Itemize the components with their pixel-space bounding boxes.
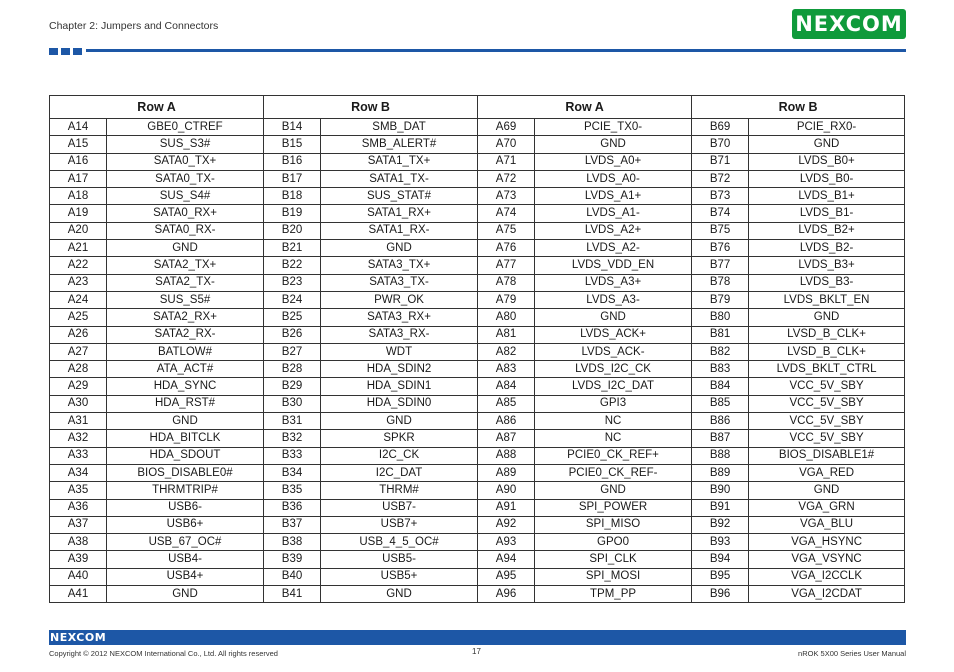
header-rule — [86, 49, 906, 52]
pin-number-cell: B90 — [692, 482, 749, 499]
signal-name-cell: SMB_DAT — [321, 119, 478, 136]
pin-number-cell: B91 — [692, 499, 749, 516]
table-row — [50, 361, 905, 378]
signal-name-cell: SUS_S5# — [107, 291, 264, 308]
signal-name-cell: LVDS_A3- — [535, 291, 692, 308]
signal-name-cell: SATA0_TX- — [107, 170, 264, 187]
pin-number-cell: B93 — [692, 534, 749, 551]
pin-number-cell: A74 — [478, 205, 535, 222]
signal-name-cell: LVDS_VDD_EN — [535, 257, 692, 274]
pin-number-cell: B38 — [264, 534, 321, 551]
signal-name-cell: LVDS_ACK+ — [535, 326, 692, 343]
pin-number-cell: B32 — [264, 430, 321, 447]
footer-logo — [50, 630, 106, 645]
pin-number-cell: A80 — [478, 309, 535, 326]
signal-name-cell: VGA_VSYNC — [749, 551, 905, 568]
table-row — [50, 378, 905, 395]
pin-number-cell: A17 — [50, 170, 107, 187]
table-row — [50, 482, 905, 499]
pin-number-cell: B39 — [264, 551, 321, 568]
header-row-a: Row A — [478, 96, 692, 119]
pin-number-cell: B41 — [264, 586, 321, 603]
nexcom-logo — [792, 9, 906, 39]
signal-name-cell: LVDS_BKLT_CTRL — [749, 361, 905, 378]
signal-name-cell: ATA_ACT# — [107, 361, 264, 378]
pin-number-cell: A29 — [50, 378, 107, 395]
signal-name-cell: LVDS_B3+ — [749, 257, 905, 274]
pin-table-body — [50, 119, 905, 603]
square-decor — [49, 48, 58, 55]
signal-name-cell: LVDS_B3- — [749, 274, 905, 291]
signal-name-cell: LVDS_B0- — [749, 170, 905, 187]
pin-number-cell: A88 — [478, 447, 535, 464]
signal-name-cell: USB_4_5_OC# — [321, 534, 478, 551]
pin-number-cell: B80 — [692, 309, 749, 326]
pin-number-cell: B22 — [264, 257, 321, 274]
pin-number-cell: A26 — [50, 326, 107, 343]
signal-name-cell: LVDS_B1+ — [749, 188, 905, 205]
pin-number-cell: A96 — [478, 586, 535, 603]
pin-number-cell: A90 — [478, 482, 535, 499]
signal-name-cell: HDA_SDOUT — [107, 447, 264, 464]
pin-number-cell: B81 — [692, 326, 749, 343]
signal-name-cell: SATA0_RX- — [107, 222, 264, 239]
header-squares — [49, 48, 82, 55]
table-row — [50, 534, 905, 551]
table-row — [50, 499, 905, 516]
pin-number-cell: A33 — [50, 447, 107, 464]
signal-name-cell: LVDS_ACK- — [535, 343, 692, 360]
table-row — [50, 430, 905, 447]
signal-name-cell: SATA3_TX+ — [321, 257, 478, 274]
copyright-text: Copyright © 2012 NEXCOM International Co., Ltd. All rights reserved — [49, 649, 278, 658]
pin-number-cell: A20 — [50, 222, 107, 239]
signal-name-cell: VGA_I2CCLK — [749, 568, 905, 585]
square-decor — [73, 48, 82, 55]
pin-number-cell: A22 — [50, 257, 107, 274]
signal-name-cell: VGA_HSYNC — [749, 534, 905, 551]
signal-name-cell: PCIE0_CK_REF+ — [535, 447, 692, 464]
signal-name-cell: VCC_5V_SBY — [749, 430, 905, 447]
pin-number-cell: B40 — [264, 568, 321, 585]
signal-name-cell: GND — [321, 413, 478, 430]
table-row — [50, 464, 905, 481]
pin-number-cell: B87 — [692, 430, 749, 447]
signal-name-cell: GND — [749, 309, 905, 326]
page-number: 17 — [472, 647, 481, 656]
pin-number-cell: A39 — [50, 551, 107, 568]
signal-name-cell: LVDS_A3+ — [535, 274, 692, 291]
signal-name-cell: LVDS_A2+ — [535, 222, 692, 239]
pin-number-cell: B76 — [692, 240, 749, 257]
pin-number-cell: A37 — [50, 516, 107, 533]
pin-number-cell: A35 — [50, 482, 107, 499]
pin-number-cell: B29 — [264, 378, 321, 395]
pin-number-cell: B37 — [264, 516, 321, 533]
signal-name-cell: USB6+ — [107, 516, 264, 533]
signal-name-cell: I2C_DAT — [321, 464, 478, 481]
signal-name-cell: LVSD_B_CLK+ — [749, 343, 905, 360]
table-row — [50, 568, 905, 585]
signal-name-cell: HDA_BITCLK — [107, 430, 264, 447]
pin-number-cell: A15 — [50, 136, 107, 153]
signal-name-cell: VGA_GRN — [749, 499, 905, 516]
pin-number-cell: B92 — [692, 516, 749, 533]
signal-name-cell: USB5- — [321, 551, 478, 568]
signal-name-cell: SATA3_RX+ — [321, 309, 478, 326]
signal-name-cell: SATA3_RX- — [321, 326, 478, 343]
pin-number-cell: B36 — [264, 499, 321, 516]
signal-name-cell: SATA0_RX+ — [107, 205, 264, 222]
pin-number-cell: B79 — [692, 291, 749, 308]
table-row — [50, 291, 905, 308]
pin-number-cell: B28 — [264, 361, 321, 378]
table-row — [50, 343, 905, 360]
pin-number-cell: B25 — [264, 309, 321, 326]
signal-name-cell: GPI3 — [535, 395, 692, 412]
footer-bar — [49, 630, 906, 645]
pin-number-cell: A16 — [50, 153, 107, 170]
signal-name-cell: VGA_RED — [749, 464, 905, 481]
pin-number-cell: A32 — [50, 430, 107, 447]
chapter-title: Chapter 2: Jumpers and Connectors — [49, 20, 219, 32]
pin-number-cell: A71 — [478, 153, 535, 170]
table-row — [50, 170, 905, 187]
table-row — [50, 188, 905, 205]
signal-name-cell: GPO0 — [535, 534, 692, 551]
pin-number-cell: B33 — [264, 447, 321, 464]
signal-name-cell: LVDS_A1+ — [535, 188, 692, 205]
pin-number-cell: A93 — [478, 534, 535, 551]
signal-name-cell: LVDS_B2+ — [749, 222, 905, 239]
table-row — [50, 447, 905, 464]
pin-number-cell: B82 — [692, 343, 749, 360]
signal-name-cell: USB4- — [107, 551, 264, 568]
pin-number-cell: B86 — [692, 413, 749, 430]
signal-name-cell: USB7+ — [321, 516, 478, 533]
signal-name-cell: VCC_5V_SBY — [749, 413, 905, 430]
pin-number-cell: B83 — [692, 361, 749, 378]
logo-text: NEXCOM — [795, 12, 903, 36]
pin-number-cell: B30 — [264, 395, 321, 412]
pin-number-cell: B69 — [692, 119, 749, 136]
pin-number-cell: A69 — [478, 119, 535, 136]
pin-number-cell: B20 — [264, 222, 321, 239]
pin-number-cell: A19 — [50, 205, 107, 222]
table-row — [50, 551, 905, 568]
signal-name-cell: VCC_5V_SBY — [749, 395, 905, 412]
pin-number-cell: B16 — [264, 153, 321, 170]
pin-number-cell: B74 — [692, 205, 749, 222]
pin-number-cell: B85 — [692, 395, 749, 412]
signal-name-cell: GND — [107, 240, 264, 257]
pin-number-cell: A75 — [478, 222, 535, 239]
signal-name-cell: SATA2_RX+ — [107, 309, 264, 326]
signal-name-cell: PCIE_RX0- — [749, 119, 905, 136]
table-row — [50, 257, 905, 274]
pin-number-cell: A41 — [50, 586, 107, 603]
pin-number-cell: A89 — [478, 464, 535, 481]
pin-number-cell: A70 — [478, 136, 535, 153]
header-row-b: Row B — [692, 96, 905, 119]
signal-name-cell: LVDS_I2C_CK — [535, 361, 692, 378]
pin-number-cell: A25 — [50, 309, 107, 326]
signal-name-cell: SUS_STAT# — [321, 188, 478, 205]
pin-number-cell: B23 — [264, 274, 321, 291]
signal-name-cell: PCIE_TX0- — [535, 119, 692, 136]
pin-number-cell: A27 — [50, 343, 107, 360]
signal-name-cell: GND — [535, 136, 692, 153]
signal-name-cell: NC — [535, 413, 692, 430]
header-row-b: Row B — [264, 96, 478, 119]
pin-number-cell: A21 — [50, 240, 107, 257]
pin-number-cell: A18 — [50, 188, 107, 205]
signal-name-cell: LVDS_B2- — [749, 240, 905, 257]
signal-name-cell: THRMTRIP# — [107, 482, 264, 499]
signal-name-cell: LVDS_B0+ — [749, 153, 905, 170]
table-row — [50, 586, 905, 603]
pin-number-cell: B34 — [264, 464, 321, 481]
pin-number-cell: B18 — [264, 188, 321, 205]
pin-number-cell: B96 — [692, 586, 749, 603]
signal-name-cell: SATA0_TX+ — [107, 153, 264, 170]
pin-number-cell: A72 — [478, 170, 535, 187]
signal-name-cell: BATLOW# — [107, 343, 264, 360]
signal-name-cell: SATA3_TX- — [321, 274, 478, 291]
table-row — [50, 205, 905, 222]
table-row — [50, 413, 905, 430]
table-row — [50, 136, 905, 153]
pin-number-cell: B19 — [264, 205, 321, 222]
signal-name-cell: TPM_PP — [535, 586, 692, 603]
pin-number-cell: A94 — [478, 551, 535, 568]
manual-title: nROK 5X00 Series User Manual — [798, 649, 906, 658]
signal-name-cell: USB_67_OC# — [107, 534, 264, 551]
signal-name-cell: SUS_S4# — [107, 188, 264, 205]
pin-number-cell: B78 — [692, 274, 749, 291]
pin-number-cell: A83 — [478, 361, 535, 378]
pin-number-cell: A95 — [478, 568, 535, 585]
signal-name-cell: GND — [749, 136, 905, 153]
pin-number-cell: A30 — [50, 395, 107, 412]
pin-number-cell: A36 — [50, 499, 107, 516]
pin-number-cell: A82 — [478, 343, 535, 360]
signal-name-cell: SATA2_TX- — [107, 274, 264, 291]
pin-number-cell: B77 — [692, 257, 749, 274]
signal-name-cell: THRM# — [321, 482, 478, 499]
footer-logo-text: NEXCOM — [50, 631, 107, 644]
signal-name-cell: LVDS_B1- — [749, 205, 905, 222]
pin-number-cell: A40 — [50, 568, 107, 585]
pin-number-cell: B72 — [692, 170, 749, 187]
pin-number-cell: A78 — [478, 274, 535, 291]
signal-name-cell: HDA_SDIN2 — [321, 361, 478, 378]
signal-name-cell: HDA_RST# — [107, 395, 264, 412]
pin-number-cell: B21 — [264, 240, 321, 257]
pin-number-cell: A24 — [50, 291, 107, 308]
signal-name-cell: LVDS_I2C_DAT — [535, 378, 692, 395]
signal-name-cell: SATA2_TX+ — [107, 257, 264, 274]
pin-number-cell: B14 — [264, 119, 321, 136]
pin-number-cell: B84 — [692, 378, 749, 395]
signal-name-cell: VGA_I2CDAT — [749, 586, 905, 603]
signal-name-cell: LVSD_B_CLK+ — [749, 326, 905, 343]
signal-name-cell: VGA_BLU — [749, 516, 905, 533]
table-row — [50, 240, 905, 257]
table-header-row — [50, 96, 905, 119]
signal-name-cell: GND — [535, 482, 692, 499]
pin-number-cell: B75 — [692, 222, 749, 239]
signal-name-cell: HDA_SYNC — [107, 378, 264, 395]
pin-number-cell: A77 — [478, 257, 535, 274]
pin-number-cell: A86 — [478, 413, 535, 430]
pin-number-cell: A79 — [478, 291, 535, 308]
signal-name-cell: SATA1_TX- — [321, 170, 478, 187]
table-row — [50, 222, 905, 239]
signal-name-cell: NC — [535, 430, 692, 447]
signal-name-cell: GND — [107, 413, 264, 430]
pin-number-cell: A38 — [50, 534, 107, 551]
header-row-a: Row A — [50, 96, 264, 119]
pin-number-cell: A92 — [478, 516, 535, 533]
pin-number-cell: B73 — [692, 188, 749, 205]
signal-name-cell: SMB_ALERT# — [321, 136, 478, 153]
pin-number-cell: B71 — [692, 153, 749, 170]
pin-number-cell: B88 — [692, 447, 749, 464]
pin-number-cell: A85 — [478, 395, 535, 412]
pin-number-cell: A34 — [50, 464, 107, 481]
signal-name-cell: HDA_SDIN1 — [321, 378, 478, 395]
signal-name-cell: SPI_CLK — [535, 551, 692, 568]
signal-name-cell: SATA2_RX- — [107, 326, 264, 343]
signal-name-cell: SPKR — [321, 430, 478, 447]
pin-number-cell: A91 — [478, 499, 535, 516]
pin-number-cell: B17 — [264, 170, 321, 187]
pin-table — [49, 95, 905, 603]
signal-name-cell: SPI_POWER — [535, 499, 692, 516]
table-row — [50, 516, 905, 533]
signal-name-cell: HDA_SDIN0 — [321, 395, 478, 412]
signal-name-cell: GND — [321, 240, 478, 257]
signal-name-cell: I2C_CK — [321, 447, 478, 464]
pin-number-cell: A14 — [50, 119, 107, 136]
signal-name-cell: GBE0_CTREF — [107, 119, 264, 136]
pin-number-cell: B27 — [264, 343, 321, 360]
pin-number-cell: B94 — [692, 551, 749, 568]
square-decor — [61, 48, 70, 55]
pin-number-cell: B24 — [264, 291, 321, 308]
signal-name-cell: USB5+ — [321, 568, 478, 585]
pin-number-cell: B89 — [692, 464, 749, 481]
signal-name-cell: WDT — [321, 343, 478, 360]
pin-number-cell: B95 — [692, 568, 749, 585]
table-row — [50, 153, 905, 170]
pin-number-cell: B70 — [692, 136, 749, 153]
signal-name-cell: VCC_5V_SBY — [749, 378, 905, 395]
pin-number-cell: A84 — [478, 378, 535, 395]
pin-number-cell: A31 — [50, 413, 107, 430]
signal-name-cell: SATA1_RX+ — [321, 205, 478, 222]
signal-name-cell: LVDS_A2- — [535, 240, 692, 257]
table-row — [50, 274, 905, 291]
pin-number-cell: B26 — [264, 326, 321, 343]
signal-name-cell: LVDS_A0+ — [535, 153, 692, 170]
signal-name-cell: LVDS_A1- — [535, 205, 692, 222]
table-row — [50, 309, 905, 326]
pin-number-cell: A76 — [478, 240, 535, 257]
pin-number-cell: A87 — [478, 430, 535, 447]
signal-name-cell: GND — [107, 586, 264, 603]
signal-name-cell: USB7- — [321, 499, 478, 516]
pin-number-cell: B15 — [264, 136, 321, 153]
table-row — [50, 326, 905, 343]
signal-name-cell: PWR_OK — [321, 291, 478, 308]
signal-name-cell: USB6- — [107, 499, 264, 516]
pin-number-cell: A23 — [50, 274, 107, 291]
pin-number-cell: A28 — [50, 361, 107, 378]
pin-number-cell: A81 — [478, 326, 535, 343]
signal-name-cell: GND — [535, 309, 692, 326]
signal-name-cell: SATA1_TX+ — [321, 153, 478, 170]
table-row — [50, 395, 905, 412]
signal-name-cell: LVDS_BKLT_EN — [749, 291, 905, 308]
signal-name-cell: SUS_S3# — [107, 136, 264, 153]
signal-name-cell: SPI_MISO — [535, 516, 692, 533]
table-row — [50, 119, 905, 136]
signal-name-cell: LVDS_A0- — [535, 170, 692, 187]
pin-number-cell: B31 — [264, 413, 321, 430]
signal-name-cell: SATA1_RX- — [321, 222, 478, 239]
signal-name-cell: PCIE0_CK_REF- — [535, 464, 692, 481]
signal-name-cell: BIOS_DISABLE0# — [107, 464, 264, 481]
signal-name-cell: GND — [321, 586, 478, 603]
signal-name-cell: USB4+ — [107, 568, 264, 585]
pin-number-cell: A73 — [478, 188, 535, 205]
signal-name-cell: SPI_MOSI — [535, 568, 692, 585]
signal-name-cell: GND — [749, 482, 905, 499]
pin-number-cell: B35 — [264, 482, 321, 499]
signal-name-cell: BIOS_DISABLE1# — [749, 447, 905, 464]
